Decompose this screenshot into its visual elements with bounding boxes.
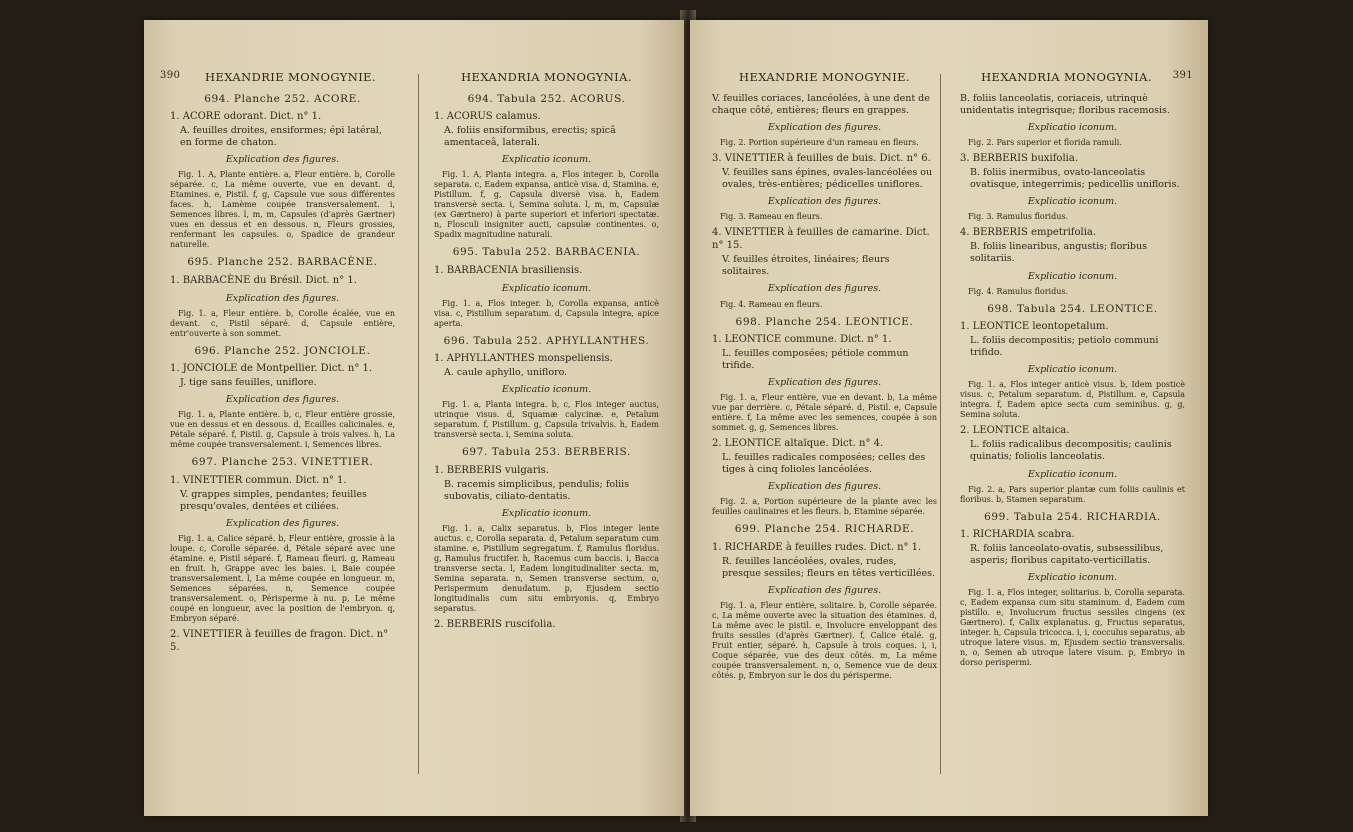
header-text: HEXANDRIE MONOGYNIE. (739, 70, 910, 84)
right-page-french-column (712, 70, 937, 800)
right-page (690, 20, 1208, 816)
intro-text: V. feuilles coriaces, lancéolées, à une dent de chaque côté, entières; fleurs en grappes. (712, 92, 930, 116)
species-description: J. tige sans feuilles, uniflore. (180, 377, 317, 389)
entry-title: 695. Planche 252. BARBACÈNE. (187, 256, 378, 269)
figure-caption: Fig. 2. a, Portion supérieure de la plante avec les feuilles caulinaires et les fleurs. b, Etamine séparée. (712, 497, 937, 517)
species-name: 1. LEONTICE leontopetalum. (960, 321, 1109, 333)
last-line: 2. VINETTIER à feuilles de fragon. Dict. n° 5. (170, 629, 389, 653)
entry-title: 694. Tabula 252. ACORUS. (467, 92, 626, 105)
figure-caption: Fig. 1. a, Flos integer anticè visus. b, Idem posticè visus. c, Petalum separatum. d, Pistillum. e, Capsula integra. f, Eadem apice secta cum seminibus. g, g, Semina soluta. (960, 380, 1185, 420)
entry (434, 246, 659, 328)
header-text: HEXANDRIA MONOGYNIA. (461, 70, 632, 84)
column-rule (940, 74, 941, 774)
species-description: L. foliis radicalibus decompositis; caulinis quinatis; foliolis lanceolatis. (970, 439, 1172, 463)
figure-caption: Fig. 2. Pars superior et florida ramuli. (968, 138, 1122, 148)
page-number: 390 (160, 70, 181, 81)
explanation-heading: Explicatio iconum. (1027, 122, 1118, 134)
explanation-heading: Explication des figures. (767, 481, 882, 493)
species-description: B. foliis linearibus, angustis; floribus solitariis. (970, 241, 1147, 265)
figure-caption: Fig. 1. a, Calix separatus. b, Flos integer lente auctus. c, Corolla separata. d, Petalum separatum cum stamine. e, Pistillum segregatum. f, Ramulus floridus. g, Ramulus fructifer. h, Racemus cum baccis. i, Bacca transverse secta. l, Eadem longitudinaliter secta. m, Semina separata. n, Semen transverse sectum. o, Perispermum denudatum. p, Ejusdem sectio longitudinalis cum situ embryonis. q, Embryo separatus. (434, 524, 659, 614)
explanation-heading: Explication des figures. (225, 517, 340, 529)
species-description: V. feuilles étroites, linéaires; fleurs solitaires. (722, 254, 890, 278)
figure-caption: Fig. 1. a, Fleur entière. b, Corolle écalée, vue en devant. c, Pistil séparé. d, Capsule entière, entr'ouverte à son sommet. (170, 308, 395, 338)
species-description: A. caule aphyllo, unifloro. (444, 367, 568, 379)
right-page-latin-column (960, 70, 1193, 800)
species-description: R. feuilles lancéolées, ovales, rudes, presque sessiles; fleurs en têtes verticillées. (722, 555, 936, 579)
explanation-heading: Explication des figures. (767, 283, 882, 295)
entry (960, 303, 1185, 421)
figure-caption: Fig. 1. A, Planta integra. a, Flos integer. b, Corolla separata. c, Eadem expansa, anticè visa. d, Stamina. e, Pistillum. f, g, Capsula diversè visa. h, Eadem transversè secta. i, Semina soluta. l, m, m, Capsulæ (ex Gærtnero) à parte superiori et inferiori spectatæ. n, Flosculi insigniter aucti, capsulæ continentes. o, Spadix magnitudine naturali. (434, 170, 659, 240)
figure-caption: Fig. 4. Rameau en fleurs. (720, 299, 823, 309)
species-description: B. foliis inermibus, ovato-lanceolatis ovatisque, integerrimis; pedicellis unifloris. (970, 166, 1180, 191)
entry (960, 425, 1185, 504)
entry-title: 695. Tabula 252. BARBACENIA. (452, 246, 641, 259)
entry (170, 93, 395, 251)
entry-title: 698. Tabula 254. LEONTICE. (987, 302, 1158, 315)
species-description: V. grappes simples, pendantes; feuilles presqu'ovales, dentées et ciliées. (180, 488, 367, 512)
species-description: L. foliis decompositis; petiolo communi trifido. (970, 334, 1159, 359)
species-name: 1. BERBERIS vulgaris. (434, 464, 549, 476)
figure-caption: Fig. 1. a, Fleur entière, solitaire. b, Corolle séparée. c, La même ouverte avec la situation des étamines. d, La même avec le pistil. e, Involucre enveloppant des fruits sessiles (d'après Gærtner). f, Calice étalé. g, Fruit entier, séparé. h, Capsule à trois coques. i, i, Coque séparée, vue des deux côtés. m, La même coupée transversalement. n, o, Semence vue de deux côtés. p, Embryon sur le dos du périsperme. (712, 601, 937, 681)
entry (712, 316, 937, 434)
figure-caption: Fig. 4. Ramulus floridus. (968, 286, 1069, 296)
left-page-latin-column (434, 70, 659, 800)
figure-caption: Fig. 1. a, Calice séparé. b, Fleur entière, grossie à la loupe. c, Corolle séparée. d, Pétale séparé avec une étamine. e, Pistil séparé. f, Rameau fleuri. g, Rameau en fruit. h, Grappe avec les baies. i, Baie coupée transversalement. l, La même coupée en longueur. m, Semences séparées. n, Semence coupée transversalement. o, Périsperme à nu. p, Le même coupé en longueur, avec la position de l'embryon. q, Embryon séparé. (170, 534, 395, 624)
entry-title: 697. Planche 253. VINETTIER. (191, 456, 374, 469)
figure-caption: Fig. 2. Portion supérieure d'un rameau en fleurs. (720, 138, 919, 148)
species-name: 1. APHYLLANTHES monspeliensis. (434, 353, 613, 365)
explanation-heading: Explication des figures. (767, 196, 882, 208)
species-name: 3. BERBERIS buxifolia. (960, 153, 1078, 165)
entry (170, 345, 395, 451)
species-name: 4. VINETTIER à feuilles de camarine. Dict. n° 15. (712, 227, 930, 252)
figure-caption: Fig. 3. Ramulus floridus. (968, 212, 1069, 222)
entries (434, 93, 659, 614)
species-name: 1. LEONTICE commune. Dict. n° 1. (712, 333, 892, 345)
explanation-heading: Explication des figures. (225, 154, 340, 166)
entry (960, 153, 1185, 222)
entry (712, 153, 937, 222)
explanation-heading: Explicatio iconum. (501, 507, 592, 519)
running-header (712, 70, 937, 85)
entry-title: 698. Planche 254. LEONTICE. (735, 315, 914, 328)
species-description: R. foliis lanceolato-ovatis, subsessilibus, asperis; floribus capitato-verticillatis. (970, 542, 1164, 567)
species-description: A. feuilles droites, ensiformes; épi latéral, en forme de chaton. (180, 124, 382, 149)
figure-caption: Fig. 2. a, Pars superior plantæ cum foliis caulinis et floribus. b, Stamen separatum. (960, 484, 1185, 504)
figure-caption: Fig. 3. Rameau en fleurs. (720, 212, 823, 222)
entry (712, 438, 937, 517)
intro-text: B. foliis lanceolatis, coriaceis, utrinquè unidentatis integrisque; floribus racemosis. (960, 92, 1170, 116)
running-header (960, 70, 1193, 85)
explanation-heading: Explicatio iconum. (501, 154, 592, 166)
explanation-heading: Explicatio iconum. (1027, 364, 1118, 376)
left-page-french-column (160, 70, 395, 800)
entries (960, 122, 1185, 668)
entry (960, 511, 1185, 669)
running-header (160, 70, 395, 85)
entry (712, 122, 937, 148)
explanation-heading: Explication des figures. (767, 377, 882, 389)
species-name: 4. BERBERIS empetrifolia. (960, 227, 1097, 239)
entry-title: 694. Planche 252. ACORE. (204, 92, 361, 105)
entry (712, 523, 937, 681)
page-number: 391 (1172, 70, 1193, 81)
left-page (144, 20, 684, 816)
species-name: 2. LEONTICE altaica. (960, 425, 1070, 437)
explanation-heading: Explicatio iconum. (1027, 196, 1118, 208)
species-name: 1. RICHARDE à feuilles rudes. Dict. n° 1. (712, 541, 922, 553)
species-description: B. racemis simplicibus, pendulis; foliis subovatis, ciliato-dentatis. (444, 478, 630, 502)
entry-title: 696. Tabula 252. APHYLLANTHES. (443, 334, 650, 347)
species-name: 1. BARBACENIA brasiliensis. (434, 264, 583, 276)
species-description: V. feuilles sans épines, ovales-lancéolées ou ovales, très-entières; pédicelles uniflores. (722, 166, 933, 191)
explanation-heading: Explicatio iconum. (1027, 468, 1118, 480)
species-name: 1. ACORE odorant. Dict. n° 1. (170, 111, 322, 123)
species-description: L. feuilles composées; pétiole commun trifide. (722, 347, 909, 371)
explanation-heading: Explication des figures. (767, 585, 882, 597)
explanation-heading: Explicatio iconum. (501, 282, 592, 294)
species-name: 3. VINETTIER à feuilles de buis. Dict. n° 6. (712, 153, 931, 165)
entry (170, 456, 395, 624)
running-header (434, 70, 659, 85)
column-rule (418, 74, 419, 774)
entry (434, 446, 659, 614)
species-name: 2. LEONTICE altaïque. Dict. n° 4. (712, 438, 884, 450)
entries (712, 122, 937, 681)
entry (960, 122, 1185, 148)
explanation-heading: Explication des figures. (225, 292, 340, 304)
figure-caption: Fig. 1. A, Plante entière. a, Fleur entière. b, Corolle séparée. c, La même ouverte, vue en devant. d, Etamines. e, Pistil. f, g, Capsule vue sous différentes faces. h, Lamème coupée transversalement. i, Semences libres. l, m, m, Capsules (d'après Gærtner) vues en dessus et en dessous. n, Fleurs grossies, renfermant les capsules. o, Spadice de grandeur naturelle. (170, 170, 395, 250)
species-name: 1. BARBACÈNE du Brésil. Dict. n° 1. (170, 274, 357, 286)
entries (170, 93, 395, 624)
entry (434, 93, 659, 241)
figure-caption: Fig. 1. a, Plante entière. b, c, Fleur entière grossie, vue en dessus et en dessous. d, Ecailles calicinales. e, Pétale séparé. f, Pistil. g, Capsule à trois valves. h, La même coupée transversalement. i, Semences libres. (170, 410, 395, 450)
explanation-heading: Explicatio iconum. (1027, 572, 1118, 584)
explanation-heading: Explicatio iconum. (501, 384, 592, 396)
species-name: 1. RICHARDIA scabra. (960, 529, 1075, 541)
entry-title: 696. Planche 252. JONCIOLE. (194, 344, 371, 357)
entry (960, 227, 1185, 296)
entry (170, 256, 395, 338)
species-name: 1. JONCIOLE de Montpellier. Dict. n° 1. (170, 363, 373, 375)
header-text: HEXANDRIE MONOGYNIE. (205, 70, 376, 84)
entry (434, 335, 659, 441)
header-text: HEXANDRIA MONOGYNIA. (981, 70, 1152, 84)
figure-caption: Fig. 1. a, Fleur entière, vue en devant. b, La même vue par derrière. c, Pétale séparé. d, Pistil. e, Capsule entière. f, La même avec les semences, coupée à son sommet. g, g, Semences libres. (712, 393, 937, 433)
explanation-heading: Explicatio iconum. (1027, 270, 1118, 282)
entry-title: 699. Planche 254. RICHARDE. (734, 523, 915, 536)
species-name: 1. VINETTIER commun. Dict. n° 1. (170, 474, 347, 486)
species-description: L. feuilles radicales composées; celles des tiges à cinq folioles lancéolées. (722, 452, 926, 476)
explanation-heading: Explication des figures. (225, 394, 340, 406)
last-line: 2. BERBERIS ruscifolia. (434, 619, 556, 631)
entry (712, 227, 937, 309)
species-description: A. foliis ensiformibus, erectis; spicâ amentaceâ, laterali. (444, 124, 616, 149)
entry-title: 697. Tabula 253. BERBERIS. (462, 446, 631, 459)
species-name: 1. ACORUS calamus. (434, 111, 541, 123)
figure-caption: Fig. 1. a, Flos integer. b, Corolla expansa, anticè visa. c, Pistillum separatum. d, Capsula integra, apice aperta. (434, 298, 659, 328)
figure-caption: Fig. 1. a, Flos integer, solitarius. b, Corolla separata. c, Eadem expansa cum situ staminum. d, Eadem cum pistillo. e, Involucrum fructus sessiles cingens (ex Gærtnero). f, Calix explanatus. g, Fructus separatus, integer. h, Capsula tricocca. i, i, cocculus separatus, ab utroque latere visus. m, Ejusdem sectio transversalis. n, o, Semen ab utroque latere visum. p, Embryo in dorso perispermi. (960, 588, 1185, 668)
explanation-heading: Explication des figures. (767, 122, 882, 134)
figure-caption: Fig. 1. a, Planta integra. b, c, Flos integer auctus, utrinque visus. d, Squamæ calycinæ. e, Petalum separatum. f, Pistillum. g, Capsula trivalvis. h, Eadem transversè secta. i, Semina soluta. (434, 400, 659, 440)
entry-title: 699. Tabula 254. RICHARDIA. (984, 510, 1161, 523)
